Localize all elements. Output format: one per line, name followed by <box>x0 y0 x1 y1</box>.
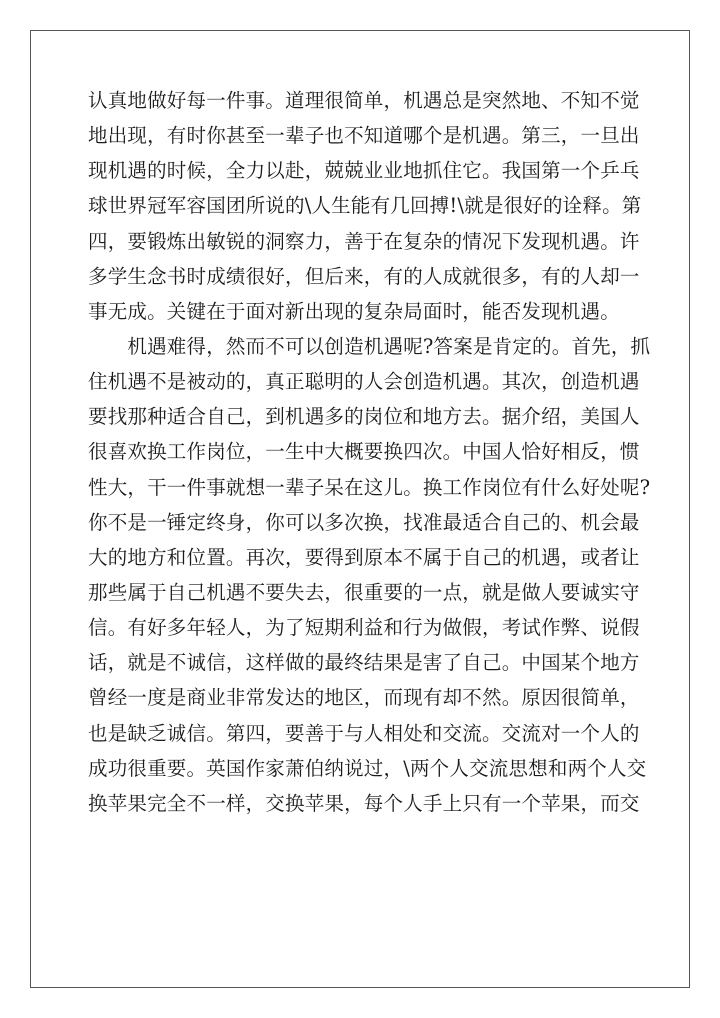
document-body <box>88 83 651 821</box>
text-line: 话，就是不诚信，这样做的最终结果是害了自己。中国某个地方 <box>88 651 640 675</box>
text-line: 地出现，有时你甚至一辈子也不知道哪个是机遇。第三，一旦出 <box>88 124 640 148</box>
text-line: 也是缺乏诚信。第四，要善于与人相处和交流。交流对一个人的 <box>88 721 640 745</box>
text-line: 成功很重要。英国作家萧伯纳说过，\两个人交流思想和两个人交 <box>88 756 647 780</box>
text-line: 多学生念书时成绩很好，但后来，有的人成就很多，有的人却一 <box>88 264 640 288</box>
text-line: 住机遇不是被动的，真正聪明的人会创造机遇。其次，创造机遇 <box>88 370 640 394</box>
text-line: 你不是一锤定终身，你可以多次换，找准最适合自己的、机会最 <box>88 510 640 534</box>
text-line: 机遇难得，然而不可以创造机遇呢?答案是肯定的。首先，抓 <box>88 334 651 358</box>
text-line: 换苹果完全不一样，交换苹果，每个人手上只有一个苹果，而交 <box>88 791 640 815</box>
text-line: 性大，干一件事就想一辈子呆在这儿。换工作岗位有什么好处呢? <box>88 475 651 499</box>
text-line: 四，要锻炼出敏锐的洞察力，善于在复杂的情况下发现机遇。许 <box>88 229 640 253</box>
text-line: 大的地方和位置。再次，要得到原本不属于自己的机遇，或者让 <box>88 545 640 569</box>
text-line: 现机遇的时候，全力以赴，兢兢业业地抓住它。我国第一个乒乓 <box>88 159 640 183</box>
text-line: 那些属于自己机遇不要失去，很重要的一点，就是做人要诚实守 <box>88 580 640 604</box>
text-line: 要找那种适合自己，到机遇多的岗位和地方去。据介绍，美国人 <box>88 405 640 429</box>
paragraph-1 <box>88 83 642 329</box>
text-line: 曾经一度是商业非常发达的地区，而现有却不然。原因很简单， <box>88 686 640 710</box>
text-line: 很喜欢换工作岗位，一生中大概要换四次。中国人恰好相反，惯 <box>88 440 640 464</box>
text-line: 事无成。关键在于面对新出现的复杂局面时，能否发现机遇。 <box>88 299 620 323</box>
text-line: 信。有好多年轻人，为了短期利益和行为做假，考试作弊、说假 <box>88 616 640 640</box>
text-line: 球世界冠军容国团所说的\人生能有几回搏!\就是很好的诠释。第 <box>88 194 642 218</box>
paragraph-2 <box>88 329 651 821</box>
text-line: 认真地做好每一件事。道理很简单，机遇总是突然地、不知不觉 <box>88 89 640 112</box>
